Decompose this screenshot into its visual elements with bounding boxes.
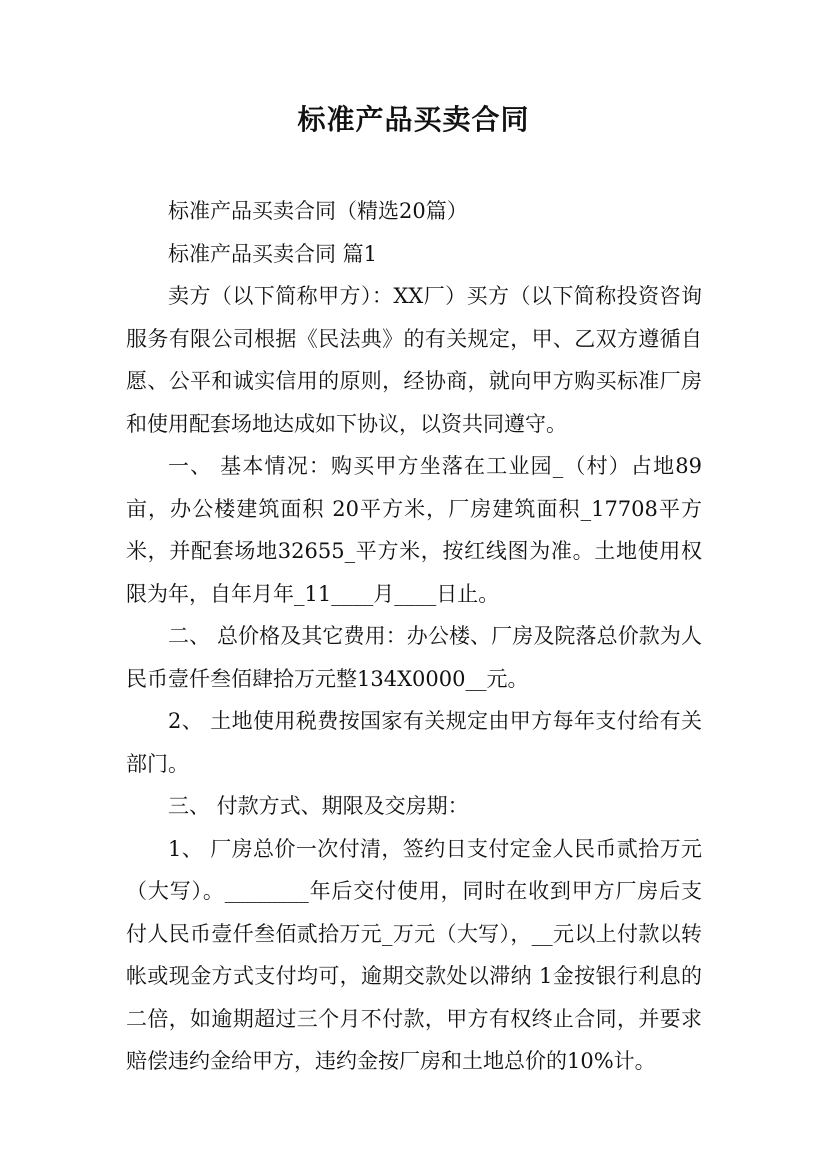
paragraph-collection-title: 标准产品买卖合同（精选20篇） [168, 199, 468, 223]
paragraph-basic-info: 一、 基本情况：购买甲方坐落在工业园_（村）占地89亩，办公楼建筑面积 20平方米，厂房建筑面积_17708平方米，并配套场地32655_平方米，按红线图为准。土地使用权限为年，自年月年_11____月____日止。 [126, 454, 702, 606]
paragraph-payment-heading: 三、 付款方式、期限及交房期： [168, 794, 469, 818]
document-body [126, 190, 702, 1083]
paragraph-total-price: 二、 总价格及其它费用：办公楼、厂房及院落总价款为人民币壹仟叁佰肆拾万元整134X0000__元。 [126, 624, 702, 691]
document-title: 标准产品买卖合同 [297, 103, 530, 136]
paragraph-chapter-heading: 标准产品买卖合同 篇1 [168, 241, 378, 266]
paragraph-land-tax: 2、 土地使用税费按国家有关规定由甲方每年支付给有关部门。 [126, 709, 702, 776]
paragraph-payment-terms: 1、 厂房总价一次付清，签约日支付定金人民币贰拾万元（大写）。________年后交付使用，同时在收到甲方厂房后支付人民币壹仟叁佰贰拾万元_万元（大写），__元以上付款以转帐或现金方式支付均可，逾期交款处以滞纳 1金按银行利息的二倍，如逾期超过三个月不付款，甲方有权终止合同，并要求赔偿违约金给甲方，违约金按厂房和土地总价的10%计。 [126, 836, 702, 1073]
paragraph-parties: 卖方（以下简称甲方）：XX厂）买方（以下简称投资咨询服务有限公司根据《民法典》的有关规定，甲、乙双方遵循自愿、公平和诚实信用的原则，经协商，就向甲方购买标准厂房和使用配套场地达成如下协议，以资共同遵守。 [126, 284, 702, 436]
